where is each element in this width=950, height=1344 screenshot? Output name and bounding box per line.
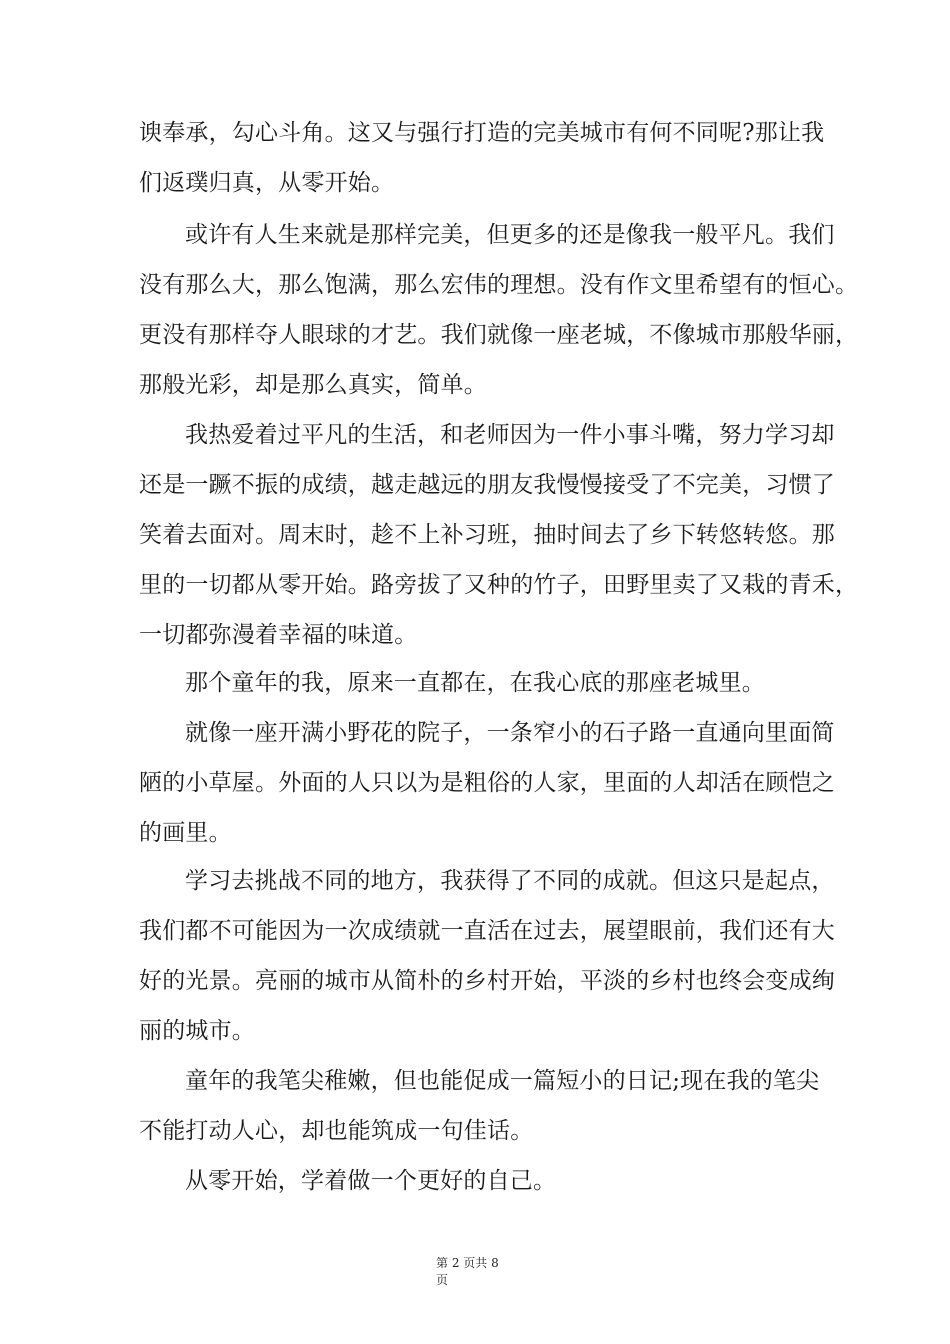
page-number: 第 2 页共 8 [436, 1256, 499, 1270]
text-line: 不能打动人心，却也能筑成一句佳话。 [139, 1118, 534, 1144]
text-line: 好的光景。亮丽的城市从简朴的乡村开始，平淡的乡村也终会变成绚 [139, 968, 835, 994]
text-line: 丽的城市。 [139, 1018, 255, 1044]
page-number-continued: 页 [436, 1273, 449, 1287]
text-line: 我热爱着过平凡的生活，和老师因为一件小事斗嘴，努力学习却 [185, 422, 835, 448]
text-line: 或许有人生来就是那样完美，但更多的还是像我一般平凡。我们 [185, 222, 835, 248]
text-line: 就像一座开满小野花的院子，一条窄小的石子路一直通向里面简 [185, 720, 835, 746]
text-line: 陋的小草屋。外面的人只以为是粗俗的人家，里面的人却活在顾恺之 [139, 770, 835, 796]
text-line: 那个童年的我，原来一直都在，在我心底的那座老城里。 [185, 670, 765, 696]
text-line: 们返璞归真，从零开始。 [139, 170, 395, 196]
text-line: 那般光彩，却是那么真实，简单。 [139, 372, 487, 398]
text-line: 更没有那样夺人眼球的才艺。我们就像一座老城，不像城市那般华丽， [139, 322, 859, 348]
text-line: 一切都弥漫着幸福的味道。 [139, 622, 418, 648]
text-line: 笑着去面对。周末时，趁不上补习班，抽时间去了乡下转悠转悠。那 [139, 522, 835, 548]
text-line: 谀奉承，勾心斗角。这又与强行打造的完美城市有何不同呢?那让我 [139, 120, 825, 146]
text-line: 里的一切都从零开始。路旁拔了又种的竹子，田野里卖了又栽的青禾， [139, 572, 859, 598]
text-line: 从零开始，学着做一个更好的自己。 [185, 1168, 557, 1194]
text-line: 学习去挑战不同的地方，我获得了不同的成就。但这只是起点， [185, 868, 835, 894]
text-line: 童年的我笔尖稚嫩，但也能促成一篇短小的日记;现在我的笔尖 [185, 1068, 820, 1094]
text-line: 我们都不可能因为一次成绩就一直活在过去，展望眼前，我们还有大 [139, 918, 835, 944]
text-line: 没有那么大，那么饱满，那么宏伟的理想。没有作文里希望有的恒心。 [139, 272, 859, 298]
text-line: 还是一蹶不振的成绩，越走越远的朋友我慢慢接受了不完美，习惯了 [139, 472, 835, 498]
text-line: 的画里。 [139, 820, 232, 846]
